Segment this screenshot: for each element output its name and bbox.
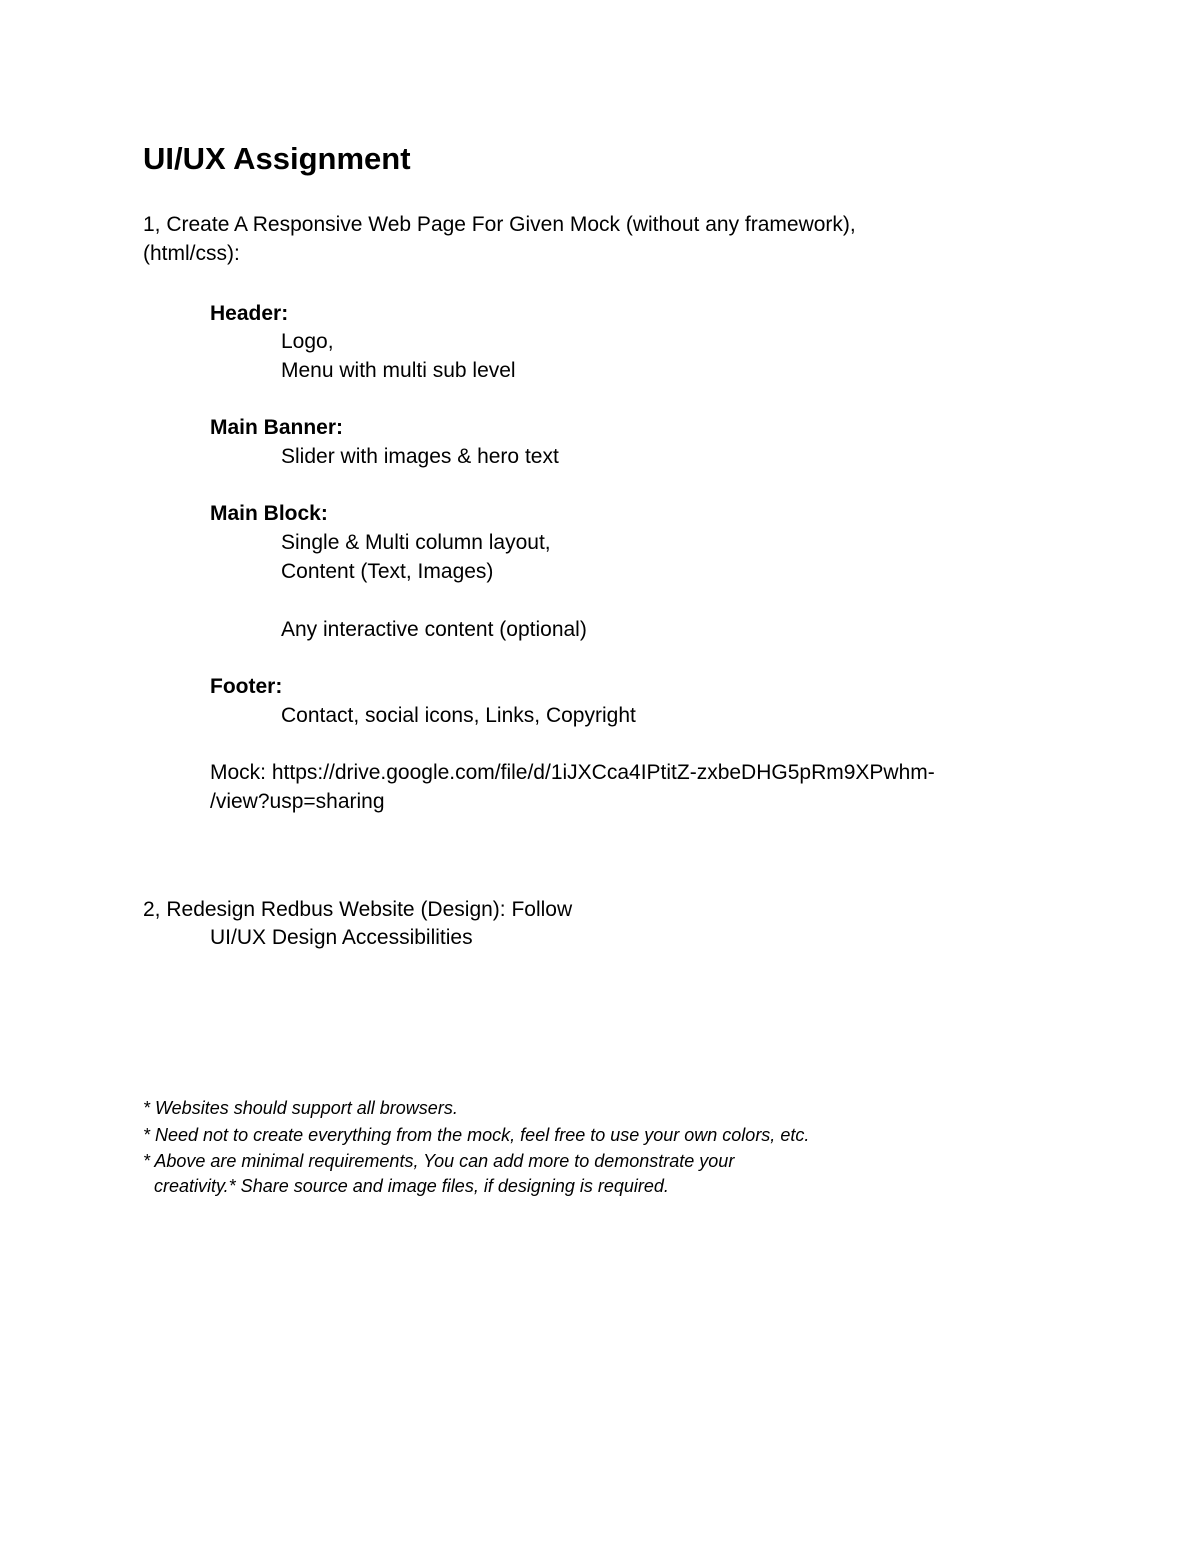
section-item-content: Content (Text, Images) xyxy=(281,560,494,583)
task2-line2: UI/UX Design Accessibilities xyxy=(210,926,473,949)
section-item-slider: Slider with images & hero text xyxy=(281,445,559,468)
mock-link-line2: /view?usp=sharing xyxy=(210,790,385,813)
section-item-menu: Menu with multi sub level xyxy=(281,359,516,382)
mock-link-line1: Mock: https://drive.google.com/file/d/1iJXCca4IPtitZ-zxbeDHG5pRm9XPwhm- xyxy=(210,761,935,784)
task1-line1: 1, Create A Responsive Web Page For Given Mock (without any framework), xyxy=(143,213,856,236)
section-heading-header: Header: xyxy=(210,302,289,325)
note-requirements-line2: creativity.* Share source and image files, if designing is required. xyxy=(154,1176,669,1196)
page-title: UI/UX Assignment xyxy=(143,141,411,176)
note-requirements-line1: * Above are minimal requirements, You can add more to demonstrate your xyxy=(143,1151,735,1171)
note-browsers: * Websites should support all browsers. xyxy=(143,1098,458,1118)
section-heading-main-block: Main Block: xyxy=(210,502,328,525)
section-item-logo: Logo, xyxy=(281,330,334,353)
task2-line1: 2, Redesign Redbus Website (Design): Follow xyxy=(143,898,573,921)
section-heading-footer: Footer: xyxy=(210,675,283,698)
section-item-footer-contents: Contact, social icons, Links, Copyright xyxy=(281,704,636,727)
section-heading-main-banner: Main Banner: xyxy=(210,416,344,439)
note-mock: * Need not to create everything from the mock, feel free to use your own colors, etc. xyxy=(143,1125,810,1145)
section-item-layout: Single & Multi column layout, xyxy=(281,531,551,554)
task1-line2: (html/css): xyxy=(143,242,240,265)
section-item-interactive: Any interactive content (optional) xyxy=(281,618,587,641)
